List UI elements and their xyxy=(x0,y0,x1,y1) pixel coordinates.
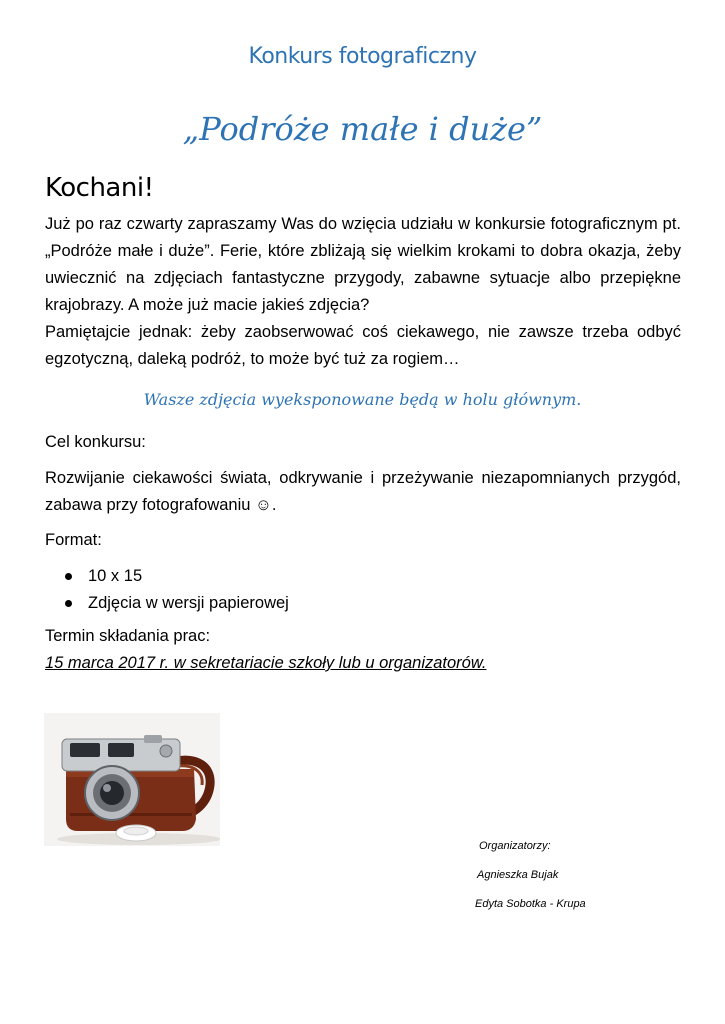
organizer-name: Agnieszka Bujak xyxy=(477,869,559,881)
goal-text: Rozwijanie ciekawości świata, odkrywanie i przeżywanie niezapomnianych przygód, zabawa przy fotografowaniu ☺. xyxy=(45,469,681,514)
list-item: Zdjęcia w wersji papierowej xyxy=(45,590,681,617)
vintage-camera-icon xyxy=(44,713,220,846)
contest-title: „Podróże małe i duże” xyxy=(182,110,543,148)
intro-paragraph: Pamiętajcie jednak: żeby zaobserwować coś ciekawego, nie zawsze trzeba odbyć egzotyczną, daleką podróż, to może być tuż za rogiem… xyxy=(45,323,681,368)
format-label: Format: xyxy=(45,531,102,549)
camera-photo xyxy=(44,713,220,846)
deadline-label: Termin składania prac: xyxy=(45,627,211,645)
organizers-label: Organizatorzy: xyxy=(479,840,551,852)
organizers xyxy=(475,832,695,919)
exhibition-note: Wasze zdjęcia wyeksponowane będą w holu głównym. xyxy=(143,390,582,409)
intro-text xyxy=(45,211,681,373)
contest-heading: Konkurs fotograficzny xyxy=(248,44,477,69)
format-list xyxy=(45,563,681,617)
greeting: Kochani! xyxy=(45,173,154,203)
goal-label: Cel konkursu: xyxy=(45,433,146,451)
organizer-name: Edyta Sobotka - Krupa xyxy=(475,898,586,910)
deadline-date: 15 marca 2017 r. w sekretariacie szkoły lub u organizatorów. xyxy=(45,654,487,672)
intro-paragraph: Już po raz czwarty zapraszamy Was do wzięcia udziału w konkursie fotograficznym pt. „Podróże małe i duże”. Ferie, które zbliżają się wielkim krokami to dobra okazja, żeby uwiecznić na zdjęciach fantastyczne przygody, zabawne sytuacje albo przepiękne krajobrazy. A może już macie jakieś zdjęcia? xyxy=(45,215,681,314)
list-item: 10 x 15 xyxy=(45,563,681,590)
